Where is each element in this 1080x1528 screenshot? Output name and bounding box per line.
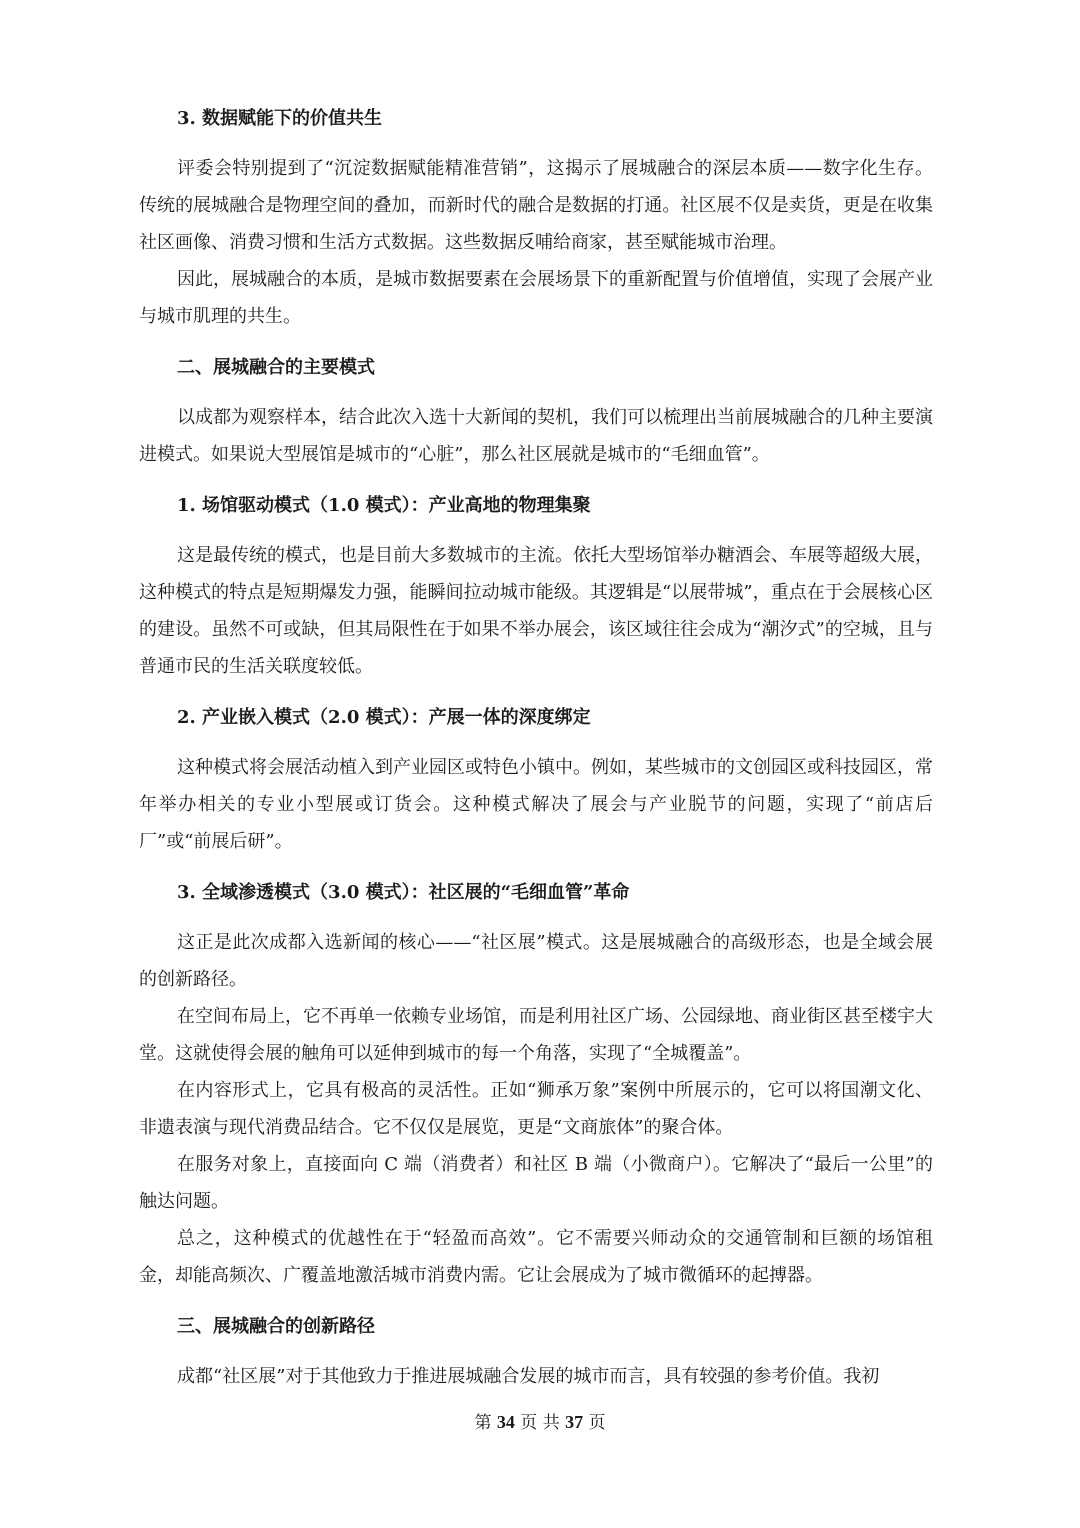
- total-page-number: 37: [565, 1412, 584, 1432]
- paragraph: 这种模式将会展活动植入到产业园区或特色小镇中。例如，某些城市的文创园区或科技园区，常年举办相关的专业小型展或订货会。这种模式解决了展会与产业脱节的问题，实现了“前店后厂”或“前展后研”。: [139, 757, 933, 852]
- section-heading: 三、展城融合的创新路径: [177, 1316, 375, 1337]
- footer-middle: 页 共: [520, 1413, 560, 1433]
- paragraph: 在空间布局上，它不再单一依赖专业场馆，而是利用社区广场、公园绿地、商业街区甚至楼宇大堂。这就使得会展的触角可以延伸到城市的每一个角落，实现了“全城覆盖”。: [139, 1006, 933, 1064]
- section-heading: 二、展城融合的主要模式: [177, 357, 375, 378]
- paragraph: 成都“社区展”对于其他致力于推进展城融合发展的城市而言，具有较强的参考价值。我初: [177, 1366, 880, 1387]
- paragraph: 总之，这种模式的优越性在于“轻盈而高效”。它不需要兴师动众的交通管制和巨额的场馆租金，却能高频次、广覆盖地激活城市消费内需。它让会展成为了城市微循环的起搏器。: [139, 1228, 933, 1286]
- current-page-number: 34: [496, 1412, 515, 1432]
- paragraph: 评委会特别提到了“沉淀数据赋能精准营销”，这揭示了展城融合的深层本质——数字化生存。传统的展城融合是物理空间的叠加，而新时代的融合是数据的打通。社区展不仅是卖货，更是在收集社区画像、消费习惯和生活方式数据。这些数据反哺给商家，甚至赋能城市治理。: [139, 158, 933, 253]
- paragraph: 这是最传统的模式，也是目前大多数城市的主流。依托大型场馆举办糖酒会、车展等超级大展，这种模式的特点是短期爆发力强，能瞬间拉动城市能级。其逻辑是“以展带城”，重点在于会展核心区的建设。虽然不可或缺，但其局限性在于如果不举办展会，该区域往往会成为“潮汐式”的空城，且与普通市民的生活关联度较低。: [139, 545, 933, 677]
- page-footer: [0, 1410, 1080, 1435]
- paragraph: 以成都为观察样本，结合此次入选十大新闻的契机，我们可以梳理出当前展城融合的几种主要演进模式。如果说大型展馆是城市的“心脏”，那么社区展就是城市的“毛细血管”。: [139, 407, 933, 465]
- subsection-heading: 1. 场馆驱动模式（1.0 模式）：产业高地的物理集聚: [177, 495, 591, 516]
- paragraph: 在内容形式上，它具有极高的灵活性。正如“狮承万象”案例中所展示的，它可以将国潮文化、非遗表演与现代消费品结合。它不仅仅是展览，更是“文商旅体”的聚合体。: [139, 1080, 933, 1138]
- subsection-heading: 2. 产业嵌入模式（2.0 模式）：产展一体的深度绑定: [177, 707, 591, 728]
- document-body: [139, 100, 933, 1395]
- section-heading: 3. 数据赋能下的价值共生: [177, 108, 383, 129]
- paragraph: 在服务对象上，直接面向 C 端（消费者）和社区 B 端（小微商户）。它解决了“最后一公里”的触达问题。: [139, 1154, 933, 1212]
- footer-suffix: 页: [588, 1413, 606, 1433]
- paragraph: 这正是此次成都入选新闻的核心——“社区展”模式。这是展城融合的高级形态，也是全域会展的创新路径。: [139, 932, 933, 990]
- footer-prefix: 第: [474, 1413, 492, 1433]
- subsection-heading: 3. 全域渗透模式（3.0 模式）：社区展的“毛细血管”革命: [177, 882, 630, 903]
- paragraph: 因此，展城融合的本质，是城市数据要素在会展场景下的重新配置与价值增值，实现了会展产业与城市肌理的共生。: [139, 269, 933, 327]
